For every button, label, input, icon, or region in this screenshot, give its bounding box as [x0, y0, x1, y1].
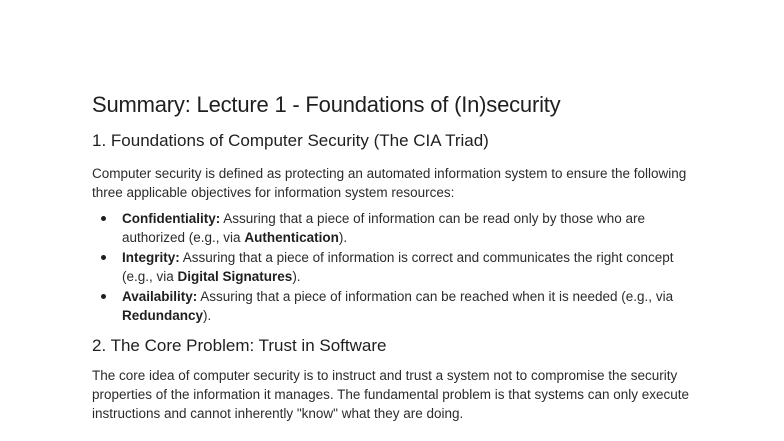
term-end: ).: [338, 230, 348, 245]
term-label: Integrity:: [122, 250, 180, 265]
term-end: ).: [203, 308, 212, 323]
bullet-icon: [101, 216, 106, 221]
term-description: Assuring that a piece of information can be read only by those who are authorized (e.g., via: [122, 211, 646, 245]
term-description: Assuring that a piece of information can be reached when it is needed (e.g., via: [197, 289, 674, 304]
term-example: Redundancy: [122, 308, 204, 323]
term-example: Authentication: [244, 230, 339, 245]
section-heading-cia: 1. Foundations of Computer Security (The CIA Triad): [92, 131, 489, 150]
list-item-confidentiality: [92, 209, 692, 247]
section-intro-paragraph: Computer security is defined as protecting an automated information system to ensure the following three applicable objectives for information system resources:: [92, 166, 687, 200]
cia-objectives-list: [92, 209, 692, 326]
term-example: Digital Signatures: [177, 269, 293, 284]
list-item-availability: [92, 287, 692, 325]
section-heading-core-problem: 2. The Core Problem: Trust in Software: [92, 336, 387, 355]
term-description: Assuring that a piece of information is correct and communicates the right concept (e.g., via: [122, 250, 674, 284]
section-paragraph: The core idea of computer security is to instruct and trust a system not to compromise the security properties of the information it manages. The fundamental problem is that systems can only execute instructions and cannot inherently "know" what they are doing.: [92, 368, 690, 421]
term-label: Confidentiality:: [122, 211, 221, 226]
bullet-icon: [101, 255, 106, 260]
term-end: ).: [292, 269, 301, 284]
list-item-integrity: [92, 248, 692, 286]
term-label: Availability:: [122, 289, 198, 304]
bullet-icon: [101, 294, 106, 299]
page-title: Summary: Lecture 1 - Foundations of (In)security: [92, 92, 561, 117]
